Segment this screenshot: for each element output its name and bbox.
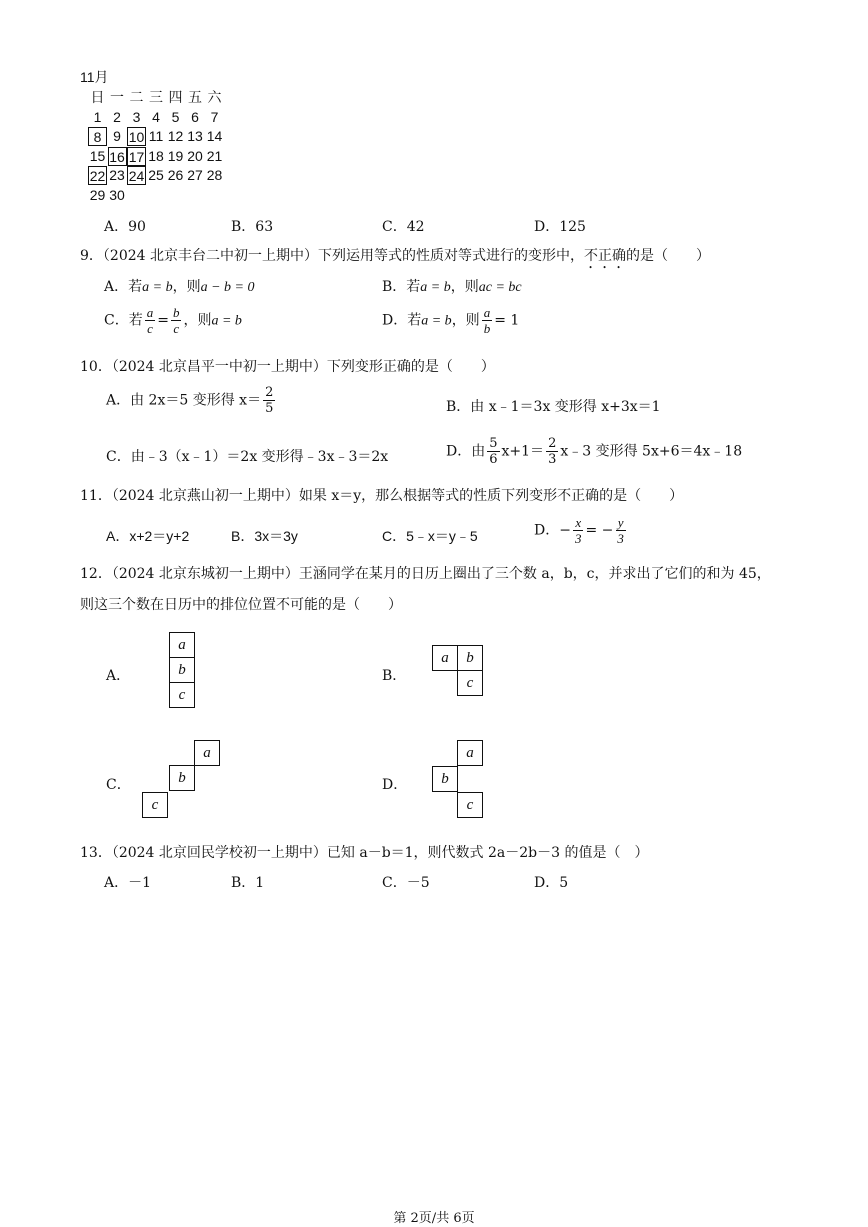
q12-a-cell-c: c: [169, 682, 195, 708]
calendar-day: 29: [89, 186, 106, 203]
q10-option-b: B．由 x﹣1＝3x 变形得 x+3x＝1: [446, 399, 661, 415]
q11-option-c: C．5﹣x＝y﹣5: [382, 528, 478, 544]
q12-stem-line1: 12．（2024 北京东城初一上期中）王涵同学在某月的日历上圈出了三个数 a，b，c，并求出了它们的和为 45，: [80, 566, 771, 582]
q9-option-d: D．若a = b，则 $\frac{a}{b}$ = 1: [382, 305, 520, 336]
q10-option-a: A．由 2x＝5 变形得 x＝ $\frac{2}{5}$: [106, 385, 274, 416]
q12-c-cell-b: b: [169, 765, 195, 791]
q9-option-c: C．若 $\frac{a}{c}$ = $\frac{b}{c}$ ，则a = b: [104, 305, 242, 336]
q12-option-c-label: C．: [106, 777, 131, 793]
q11-option-b: B．3x＝3y: [231, 528, 298, 544]
q8-option-a: A．90: [104, 219, 146, 235]
q9-option-a: A．若a = b，则a − b = 0: [104, 279, 255, 295]
page-footer: 第 2页/共 6页: [393, 1211, 475, 1226]
q9-stem: 9．（2024 北京丰台二中初一上期中）下列运用等式的性质对等式进行的变形中，不正确的是（ ）: [80, 248, 710, 264]
q12-option-d-label: D．: [382, 777, 408, 793]
q10-stem: 10．（2024 北京昌平一中初一上期中）下列变形正确的是（ ）: [80, 359, 495, 375]
q13-option-a: A．－1: [104, 875, 152, 891]
calendar-weekday: 五: [188, 89, 202, 105]
calendar-day: 30: [109, 186, 125, 203]
q12-a-cell-b: b: [169, 657, 195, 683]
q12-c-cell-a: a: [194, 740, 220, 766]
calendar-day: 20: [187, 147, 203, 164]
q12-b-cell-c: c: [457, 670, 483, 696]
calendar-day: 6: [191, 108, 199, 125]
calendar-weekday: 四: [168, 89, 183, 105]
calendar-day: 5: [171, 108, 180, 125]
calendar-day: 1: [93, 108, 102, 125]
calendar-day: 2: [113, 108, 121, 125]
calendar-day: 11: [148, 128, 164, 144]
calendar-day: 14: [206, 128, 223, 144]
q13-stem: 13．（2024 北京回民学校初一上期中）已知 a－b＝1，则代数式 2a－2b－3 的值是（ ）: [80, 845, 649, 861]
calendar-day: 9: [113, 128, 121, 144]
q8-option-c: C．42: [382, 219, 425, 235]
calendar-weekday: 六: [207, 89, 222, 105]
calendar-day: 23: [109, 167, 125, 183]
q12-c-cell-c: c: [142, 792, 168, 818]
calendar-weekday: 二: [129, 89, 144, 105]
calendar-weekday: 三: [149, 89, 163, 105]
calendar-day: 19: [167, 147, 184, 164]
calendar-day: 3: [132, 108, 141, 125]
calendar-day: 15: [89, 147, 106, 164]
calendar-day: 17: [128, 148, 145, 165]
q13-option-b: B．1: [231, 875, 265, 891]
calendar-day: 21: [206, 147, 223, 164]
q12-d-cell-b: b: [432, 766, 458, 792]
calendar-day: 8: [88, 127, 107, 146]
q13-option-c: C．－5: [382, 875, 430, 891]
q11-option-d: D．− $\frac{x}{3}$ = − $\frac{y}{3}$: [534, 515, 624, 546]
q12-option-b-label: B．: [382, 668, 407, 684]
calendar-weekday: 日: [90, 89, 105, 105]
calendar-day: 28: [206, 167, 223, 183]
q12-d-cell-c: c: [457, 792, 483, 818]
q10-option-c: C．由﹣3（x﹣1）＝2x 变形得﹣3x﹣3＝2x: [106, 449, 389, 465]
calendar-day: 16: [109, 148, 125, 165]
calendar-day: 13: [187, 128, 203, 144]
q11-option-a: A．x+2＝y+2: [106, 528, 190, 544]
calendar-day: 7: [210, 108, 219, 125]
q12-stem-line2: 则这三个数在日历中的排位位置不可能的是（ ）: [80, 597, 402, 613]
q12-b-cell-b: b: [457, 645, 483, 671]
calendar-day: 10: [128, 129, 145, 145]
calendar-day: 4: [152, 108, 160, 125]
q12-b-cell-a: a: [432, 645, 458, 671]
calendar-month: 11月: [80, 69, 109, 85]
q12-option-a-label: A．: [106, 668, 131, 684]
q8-option-b: B．63: [231, 219, 274, 235]
calendar-day: 24: [128, 168, 145, 184]
calendar-day: 26: [167, 167, 184, 183]
calendar-weekday: 一: [110, 89, 124, 105]
calendar-day: 27: [187, 167, 203, 183]
q12-a-cell-a: a: [169, 632, 195, 658]
q9-option-b: B．若a = b，则ac = bc: [382, 279, 522, 295]
q11-stem: 11．（2024 北京燕山初一上期中）如果 x＝y，那么根据等式的性质下列变形不正确的是（ ）: [80, 488, 684, 504]
q10-option-d: D．由 $\frac{5}{6}$ x+1＝ $\frac{2}{3}$ x﹣3 变形得 5x+6＝4x﹣18: [446, 436, 743, 467]
q13-option-d: D．5: [534, 875, 569, 891]
calendar-day: 12: [167, 128, 184, 144]
calendar-day: 18: [148, 147, 164, 164]
q8-option-d: D．125: [534, 219, 586, 235]
calendar-day: 22: [89, 168, 106, 184]
calendar-day: 25: [148, 167, 164, 183]
q12-d-cell-a: a: [457, 740, 483, 766]
